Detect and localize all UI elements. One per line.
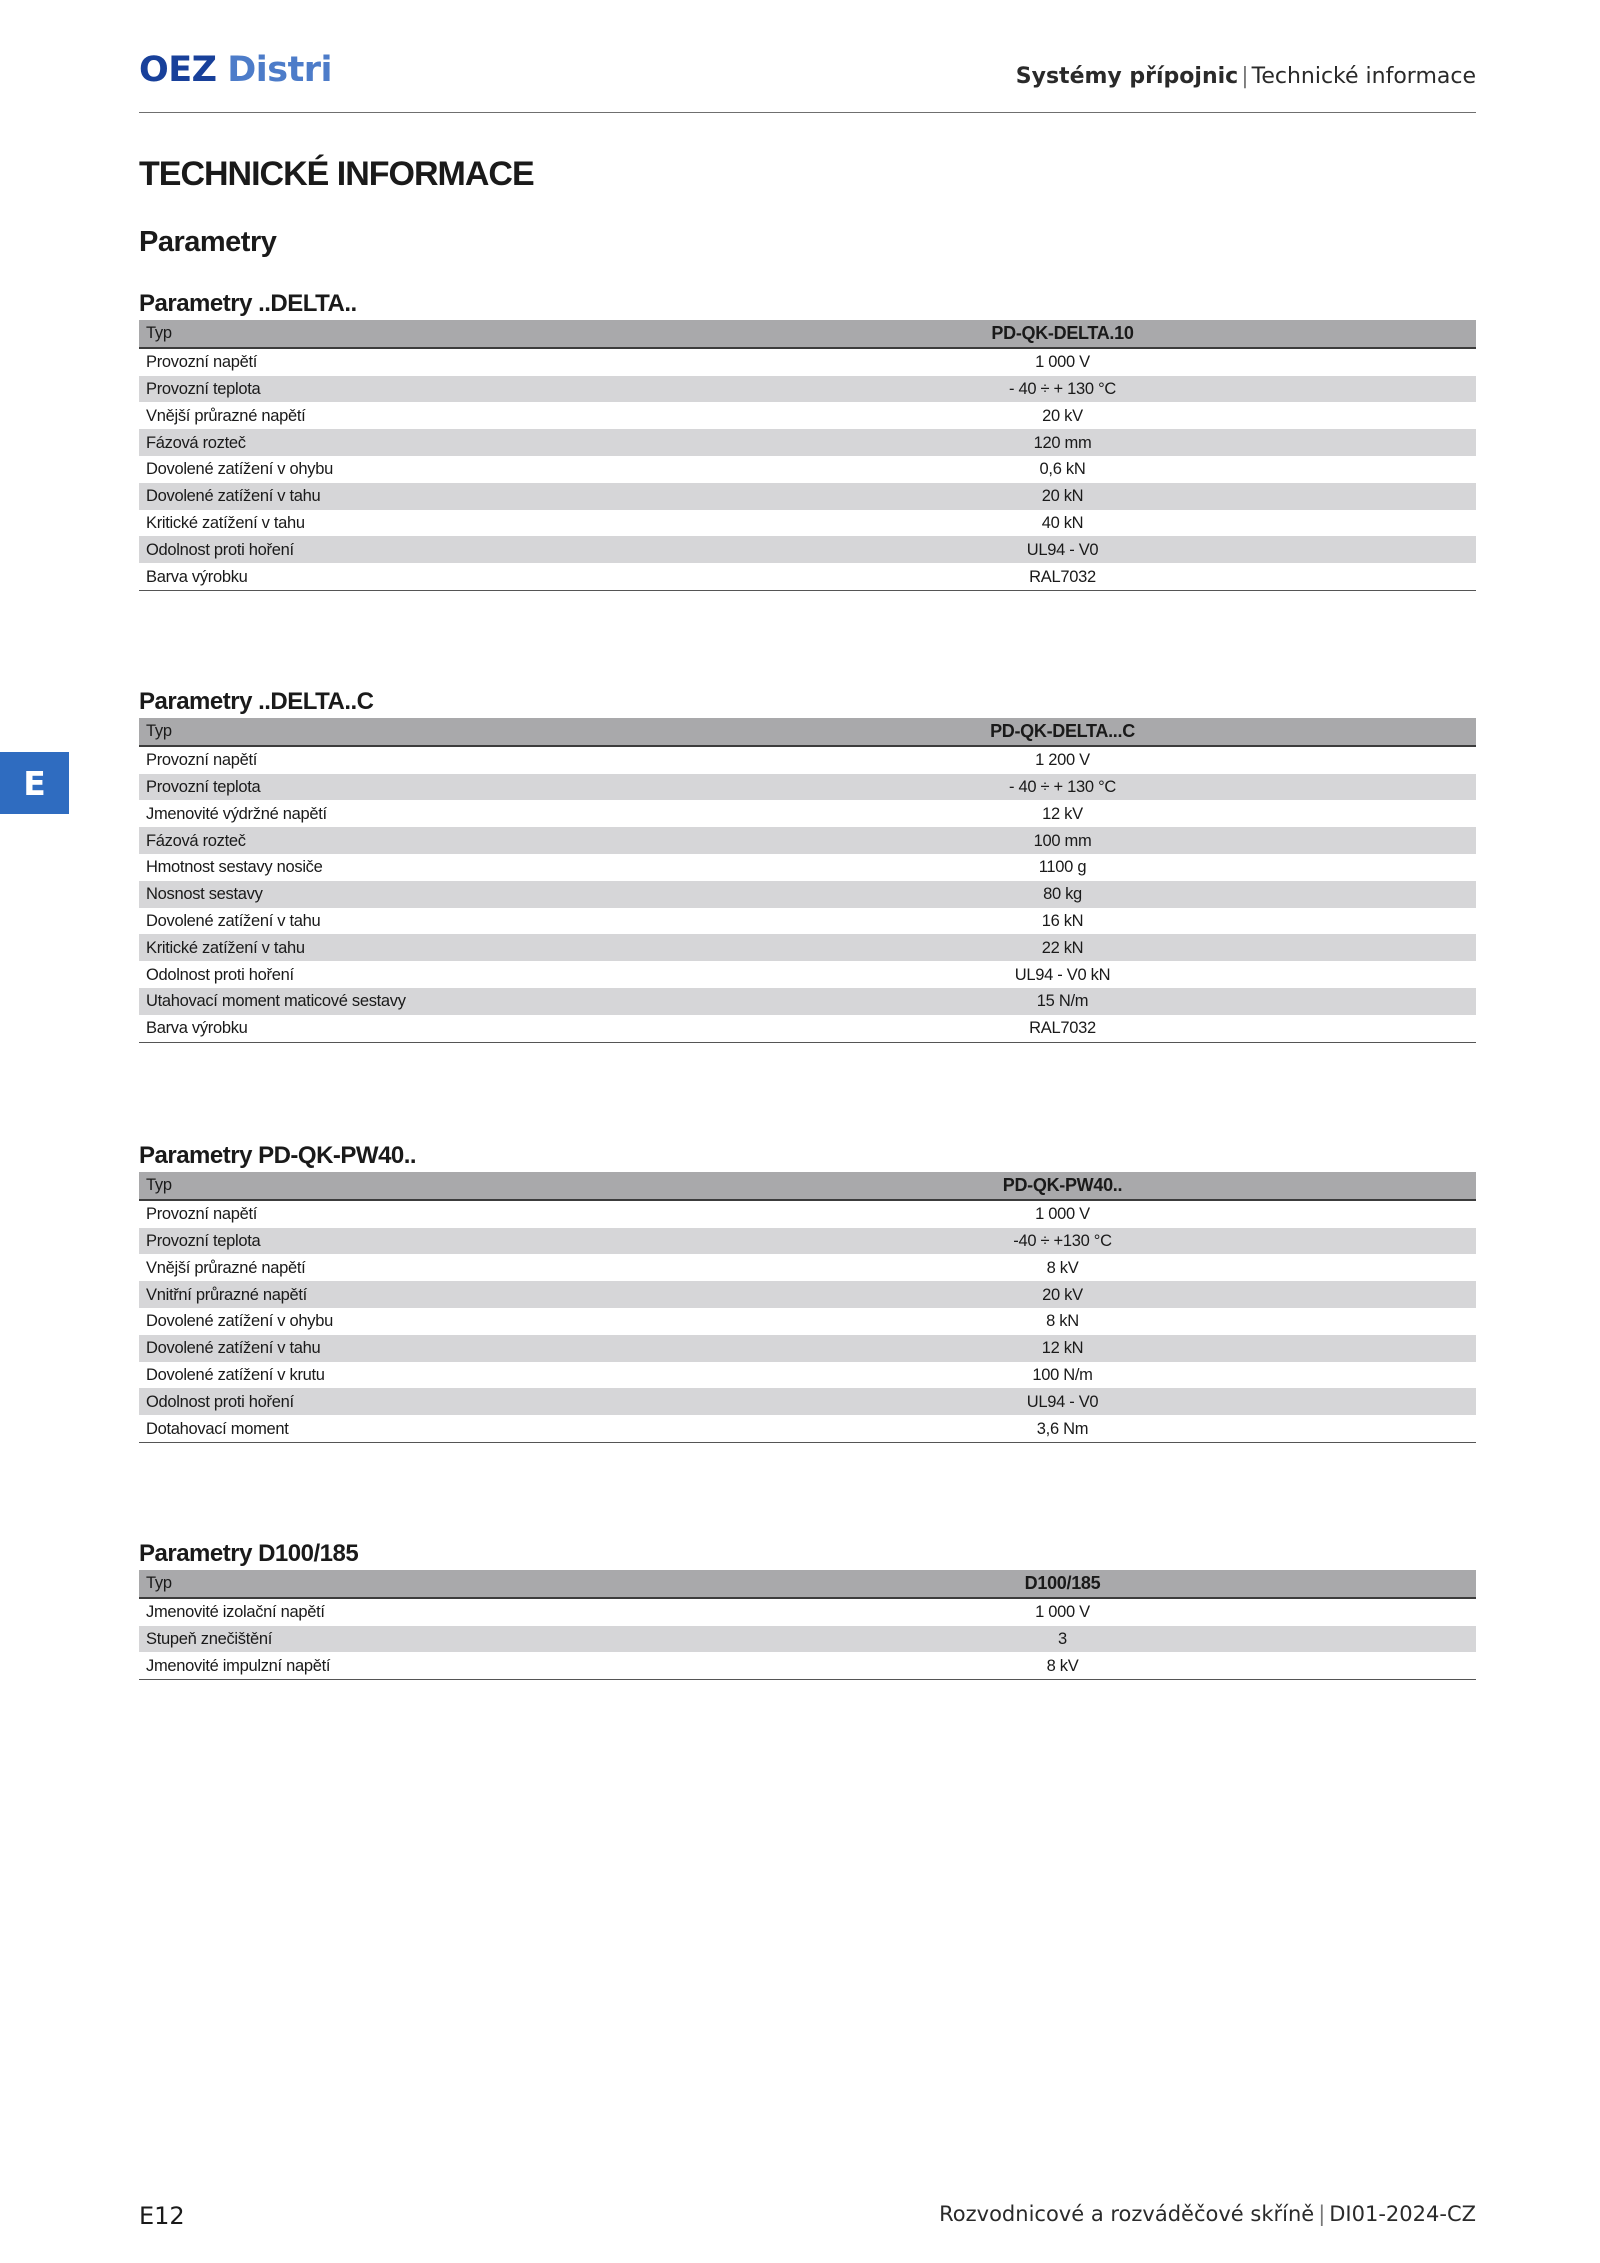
params-table (139, 320, 1476, 591)
section-delta-c (139, 686, 1476, 1043)
param-value: 100 mm (1033, 831, 1092, 850)
table-row (139, 348, 1476, 376)
table-row (139, 1598, 1476, 1626)
header-separator: | (1241, 64, 1249, 89)
table-row (139, 1652, 1476, 1679)
param-value: 15 N/m (1036, 992, 1089, 1011)
params-table (139, 718, 1476, 1043)
section-d100 (139, 1538, 1476, 1680)
col-header-product: PD-QK-DELTA.10 (991, 323, 1134, 344)
param-value: 0,6 kN (1039, 460, 1086, 479)
header-section: Systémy přípojnic (1015, 64, 1239, 89)
param-value: 80 kg (1043, 885, 1082, 904)
table-row (139, 934, 1476, 961)
col-header-type: Typ (146, 722, 172, 741)
table-row (139, 854, 1476, 881)
param-name: Nosnost sestavy (146, 885, 263, 904)
param-value: RAL7032 (1029, 567, 1096, 586)
table-row (139, 402, 1476, 429)
table-row (139, 1015, 1476, 1042)
table-row (139, 536, 1476, 563)
param-name: Dovolené zatížení v ohybu (146, 1312, 333, 1331)
param-name: Provozní napětí (146, 751, 258, 770)
param-name: Dovolené zatížení v tahu (146, 487, 321, 506)
param-value: 20 kN (1041, 487, 1084, 506)
param-value: 8 kN (1046, 1312, 1079, 1331)
table-header-row (139, 718, 1476, 746)
param-name: Dotahovací moment (146, 1419, 289, 1438)
param-value: UL94 - V0 kN (1014, 965, 1111, 984)
table-row (139, 1388, 1476, 1415)
param-value: 8 kV (1046, 1258, 1079, 1277)
param-value: UL94 - V0 (1026, 1392, 1099, 1411)
header-breadcrumb (1016, 64, 1476, 89)
page-subtitle: Parametry (139, 226, 277, 258)
param-name: Provozní teplota (146, 1231, 261, 1250)
param-name: Fázová rozteč (146, 831, 246, 850)
params-table (139, 1570, 1476, 1680)
col-header-product: D100/185 (1024, 1573, 1101, 1594)
param-value: 20 kV (1042, 1285, 1083, 1304)
logo-oez: OEZ (139, 50, 217, 90)
col-header-product: PD-QK-DELTA...C (990, 721, 1135, 742)
param-value: 40 kN (1041, 513, 1084, 532)
table-row (139, 827, 1476, 854)
table-row (139, 881, 1476, 908)
param-value: 100 N/m (1032, 1365, 1093, 1384)
page-header (139, 48, 1476, 113)
col-header-product: PD-QK-PW40.. (1002, 1175, 1123, 1196)
param-name: Jmenovité impulzní napětí (146, 1656, 331, 1675)
table-row (139, 1308, 1476, 1335)
param-name: Jmenovité výdržné napětí (146, 804, 327, 823)
page-number: E12 (139, 2202, 185, 2230)
table-row (139, 746, 1476, 774)
footer-document-code: DI01-2024-CZ (1329, 2202, 1476, 2226)
table-row (139, 800, 1476, 827)
section-title: Parametry D100/185 (139, 1540, 359, 1567)
param-value: - 40 ÷ + 130 °C (1008, 379, 1116, 398)
table-row (139, 961, 1476, 988)
param-value: - 40 ÷ + 130 °C (1008, 777, 1116, 796)
table-row (139, 510, 1476, 537)
param-value: 1100 g (1038, 858, 1087, 877)
param-value: 8 kV (1046, 1656, 1079, 1675)
param-value: 12 kN (1041, 1339, 1084, 1358)
param-name: Fázová rozteč (146, 433, 246, 452)
param-value: 3,6 Nm (1036, 1419, 1089, 1438)
param-value: UL94 - V0 (1026, 540, 1099, 559)
param-name: Vnější průrazné napětí (146, 406, 306, 425)
param-value: 120 mm (1033, 433, 1092, 452)
param-value: 3 (1058, 1629, 1067, 1648)
table-row (139, 1228, 1476, 1255)
param-value: 1 000 V (1035, 353, 1090, 372)
param-name: Provozní teplota (146, 777, 261, 796)
logo-distri: Distri (227, 50, 333, 90)
table-row (139, 1626, 1476, 1653)
param-name: Odolnost proti hoření (146, 540, 294, 559)
table-row (139, 1200, 1476, 1228)
param-value: 22 kN (1041, 938, 1084, 957)
section-title: Parametry PD-QK-PW40.. (139, 1142, 417, 1169)
param-name: Dovolené zatížení v ohybu (146, 460, 333, 479)
chapter-tab: E (0, 752, 69, 814)
table-row (139, 1254, 1476, 1281)
param-value: 1 200 V (1035, 751, 1090, 770)
oez-distri-logo (139, 50, 332, 90)
table-row (139, 1281, 1476, 1308)
param-name: Provozní napětí (146, 353, 258, 372)
section-pw40 (139, 1140, 1476, 1443)
param-value: -40 ÷ +130 °C (1013, 1231, 1112, 1250)
table-row (139, 563, 1476, 590)
param-name: Barva výrobku (146, 567, 248, 586)
param-value: 1 000 V (1035, 1205, 1090, 1224)
param-value: 16 kN (1041, 911, 1084, 930)
header-subsection: Technické informace (1251, 64, 1476, 89)
param-name: Odolnost proti hoření (146, 1392, 294, 1411)
table-header-row (139, 1172, 1476, 1200)
param-name: Provozní napětí (146, 1205, 258, 1224)
param-name: Vnitřní průrazné napětí (146, 1285, 307, 1304)
footer-document-info (939, 2202, 1476, 2226)
footer-document-title: Rozvodnicové a rozváděčové skříně (939, 2202, 1315, 2226)
table-row (139, 456, 1476, 483)
params-table (139, 1172, 1476, 1443)
table-row (139, 429, 1476, 456)
table-header-row (139, 1570, 1476, 1598)
param-name: Barva výrobku (146, 1019, 248, 1038)
table-row (139, 376, 1476, 403)
table-row (139, 774, 1476, 801)
section-delta (139, 288, 1476, 591)
table-row (139, 988, 1476, 1015)
param-name: Odolnost proti hoření (146, 965, 294, 984)
section-title: Parametry ..DELTA..C (139, 688, 374, 715)
page-title: TECHNICKÉ INFORMACE (139, 155, 534, 193)
param-name: Kritické zatížení v tahu (146, 938, 305, 957)
param-name: Utahovací moment maticové sestavy (146, 992, 406, 1011)
col-header-type: Typ (146, 324, 172, 343)
param-name: Dovolené zatížení v tahu (146, 911, 321, 930)
section-title: Parametry ..DELTA.. (139, 290, 357, 317)
param-name: Dovolené zatížení v krutu (146, 1365, 325, 1384)
table-row (139, 908, 1476, 935)
table-row (139, 1362, 1476, 1389)
param-value: 1 000 V (1035, 1603, 1090, 1622)
footer-separator: | (1318, 2202, 1326, 2226)
table-row (139, 1415, 1476, 1442)
col-header-type: Typ (146, 1574, 172, 1593)
table-header-row (139, 320, 1476, 348)
param-value: 20 kV (1042, 406, 1083, 425)
param-name: Hmotnost sestavy nosiče (146, 858, 323, 877)
param-name: Jmenovité izolační napětí (146, 1603, 325, 1622)
table-row (139, 483, 1476, 510)
param-name: Dovolené zatížení v tahu (146, 1339, 321, 1358)
param-name: Stupeň znečištění (146, 1629, 273, 1648)
param-value: RAL7032 (1029, 1019, 1096, 1038)
table-row (139, 1335, 1476, 1362)
param-name: Vnější průrazné napětí (146, 1258, 306, 1277)
param-value: 12 kV (1042, 804, 1083, 823)
param-name: Provozní teplota (146, 379, 261, 398)
col-header-type: Typ (146, 1176, 172, 1195)
param-name: Kritické zatížení v tahu (146, 513, 305, 532)
